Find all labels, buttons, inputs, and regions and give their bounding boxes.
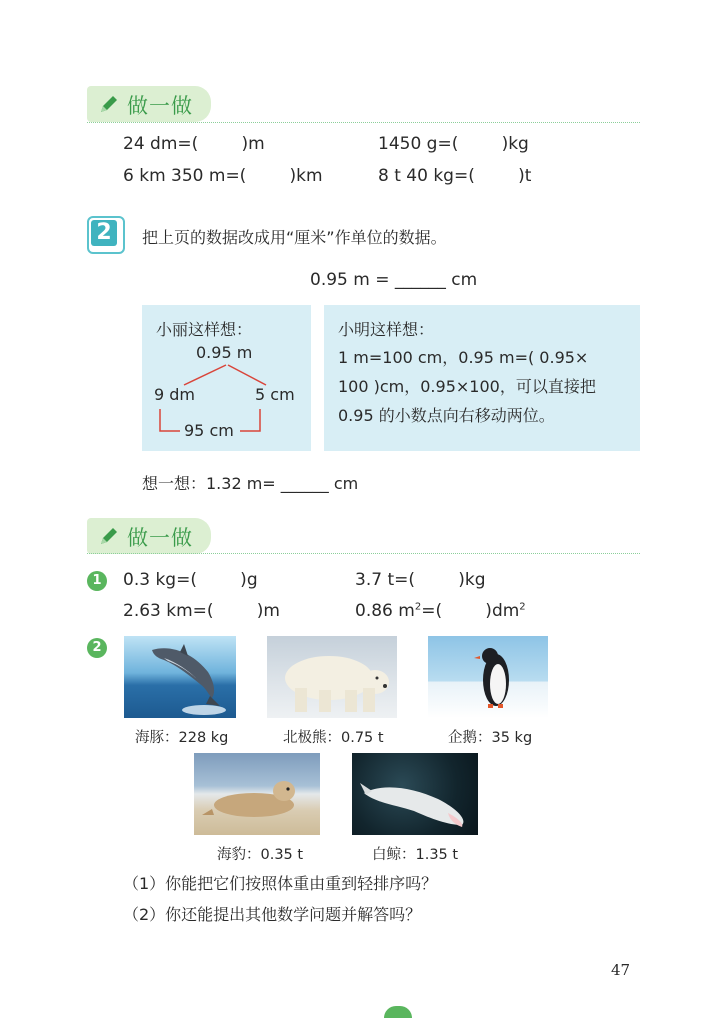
- banner-title: 做一做: [127, 526, 193, 550]
- do-it-banner-1: [87, 86, 211, 122]
- exercise-item-area: 0.86 $m^2=$( )$dm^2$: [355, 601, 526, 621]
- penguin-photo: [428, 636, 548, 718]
- question-number-2: 2: [87, 638, 107, 658]
- xiaoli-title: 小丽这样想：: [156, 320, 253, 339]
- example-instruction: 把上页的数据改成用“厘米”作单位的数据。: [142, 228, 447, 247]
- page-number: 47: [611, 961, 631, 979]
- conversion-equation: 0.95 m = ______ cm: [310, 270, 478, 290]
- exercise-item: 2.63 km=( )m: [123, 601, 280, 621]
- animal-caption: 北极熊：0.75 t: [283, 730, 384, 746]
- dolphin-photo: [124, 636, 236, 718]
- dotted-divider: [87, 553, 640, 554]
- exercise-item: 24 dm=( )m: [123, 134, 265, 154]
- exercise-item: 1450 g=( )kg: [378, 134, 529, 154]
- question-number-1: 1: [87, 571, 107, 591]
- banner-title: 做一做: [127, 94, 193, 118]
- animal-caption: 海豹：0.35 t: [217, 847, 304, 863]
- xiaoming-title: 小明这样想：: [338, 320, 435, 339]
- exercise-item: 3.7 t=( )kg: [355, 570, 486, 590]
- question-text: （2）你还能提出其他数学问题并解答吗？: [123, 905, 422, 924]
- exercise-item: 0.3 kg=( )g: [123, 570, 258, 590]
- animal-caption: 企鹅：35 kg: [448, 730, 533, 746]
- xiaoming-thought-panel: [324, 305, 640, 451]
- pencil-icon: [97, 524, 121, 548]
- question-text: （1）你能把它们按照体重由重到轻排序吗？: [123, 874, 438, 893]
- example-number-badge: 2: [87, 216, 123, 252]
- beluga-photo: [352, 753, 478, 835]
- do-it-banner-2: [87, 518, 211, 554]
- animal-caption: 海豚：228 kg: [135, 730, 229, 746]
- exercise-item: 6 km 350 m=( )km: [123, 166, 323, 186]
- exercise-item: 8 t 40 kg=( )t: [378, 166, 532, 186]
- xiaoli-left-value: 9 dm: [154, 385, 196, 404]
- xiaoli-thought-panel: [142, 305, 311, 451]
- xiaoli-right-value: 5 cm: [255, 385, 295, 404]
- pencil-icon: [97, 92, 121, 116]
- xiaoli-bottom-value: 95 cm: [184, 421, 234, 440]
- xiaoming-line: 0.95 的小数点向右移动两位。: [338, 406, 555, 425]
- polar-bear-photo: [267, 636, 397, 718]
- think-prompt: 想一想：1.32 m= ______ cm: [142, 474, 359, 493]
- page-tab-marker: [384, 1006, 412, 1018]
- seal-photo: [194, 753, 320, 835]
- xiaoming-line: 100 )cm，0.95×100，可以直接把: [338, 377, 596, 396]
- xiaoli-top-value: 0.95 m: [196, 343, 253, 362]
- xiaoming-line: 1 m=100 cm，0.95 m=( 0.95×: [338, 348, 589, 367]
- dotted-divider: [87, 122, 640, 123]
- animal-caption: 白鲸：1.35 t: [372, 847, 459, 863]
